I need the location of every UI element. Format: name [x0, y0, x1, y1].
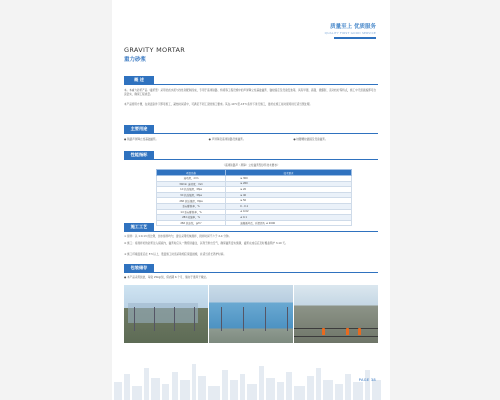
barrier-panel [128, 303, 198, 323]
barrier-post [194, 307, 195, 331]
worker-figure [358, 328, 361, 335]
spec-value: 冻融循环后，质量损失 ≤ 2000 [226, 220, 352, 226]
section-divider [124, 133, 378, 134]
barrier-post [243, 307, 244, 331]
product-title-cn: 重力砂浆 [124, 57, 147, 63]
spec-name: 28d 收缩率，% [157, 215, 226, 221]
photo-sound-barrier-site [124, 285, 208, 343]
spec-name: 1d 竖向膨胀率，% [157, 209, 226, 215]
spec-name: 1d 抗压强度，Mpa [157, 187, 226, 193]
photo-sound-barrier-wall [209, 285, 293, 343]
construction-step-3: ③ 施工环境温度应在 5℃以上，低温施工时需采取相应保温措施，并适当延长养护时间。 [124, 253, 226, 256]
spec-value: ≥ 300 [226, 176, 352, 182]
overview-paragraph-2: 本产品使用方便，在常温条件下即可施工，凝结时间适中，可满足不同工况的施工要求。其在-10℃至-15℃条件下进行施工，最好在施工前对现场进行适当预处理。 [124, 103, 313, 106]
product-title-en: GRAVITY MORTAR [124, 46, 186, 54]
column-header: 项目名称 [157, 170, 226, 176]
barrier-post [174, 307, 175, 331]
worker-figure [322, 328, 325, 335]
spec-name: 28d 抗冻性，g/m² [157, 220, 226, 226]
section-divider [124, 231, 378, 232]
section-divider [124, 272, 378, 273]
section-heading-packaging: 包装储存 [124, 264, 154, 272]
spec-name: 3d 抗压强度，Mpa [157, 192, 226, 198]
usage-item: ● 铁路声屏障立柱基础灌浆。 [124, 138, 159, 141]
photo-railway-workers [294, 285, 378, 343]
packaging-text: ● 本产品采用袋装，每袋 25kg/袋，保质期 6 个月，储存于通风干燥处。 [124, 276, 209, 279]
spec-value: ≥ 50 [226, 198, 352, 204]
barrier-post [134, 307, 135, 331]
table-row [157, 220, 352, 226]
slogan-en: QUALITY FIRST GOOD SERVICE [324, 31, 376, 35]
spec-value: ≥ 40 [226, 192, 352, 198]
spec-name: 竖向膨胀率，% [157, 203, 226, 209]
rail-track [294, 328, 378, 330]
usage-list [124, 137, 378, 141]
city-skyline-decoration [112, 360, 390, 400]
slogan [325, 22, 376, 39]
catalog-page [112, 0, 390, 400]
barrier-post [265, 307, 266, 331]
section-heading-specs: 性能指标 [124, 151, 154, 159]
usage-item: ● 声屏障及高速铁路设施灌浆。 [208, 138, 246, 141]
slogan-cn: 质量至上 优质服务 [330, 24, 376, 30]
usage-item: ● 地脚螺栓锚固及设备灌浆。 [293, 138, 328, 141]
spec-table-caption: 《高速铁路声（屏障）立柱灌浆型砂浆技术要求》 [222, 164, 280, 167]
section-heading-construction: 施工工艺 [124, 223, 154, 231]
project-photos [124, 285, 378, 343]
spec-value: ≤ 0.1 [226, 215, 352, 221]
spec-name: 流动度，mm [157, 176, 226, 182]
barrier-post [287, 307, 288, 331]
construction-step-1: ① 搅拌：以 1:0.13 的比例，加水搅拌均匀，建议采用机械搅拌，搅拌时间不少于 2-4 分钟。 [124, 235, 232, 238]
construction-step-2: ② 施工：将搅拌好的砂浆注入模板内，灌浆时应从一侧连续灌注，以利于排出空气，确保灌浆密实饱满，灌浆完成后应及时覆盖养护 3-10 天。 [124, 242, 288, 245]
section-heading-overview: 概 述 [124, 76, 154, 84]
worker-figure [346, 328, 349, 335]
barrier-post [154, 307, 155, 331]
rail-track [294, 336, 378, 338]
overview-paragraph-1: 本。本重力砂浆产品（灌浆型）采用优质水泥与改性剂配制而成，专用于高速铁路、桥梁等工程设施中的声屏障立柱基础灌浆、锚栓固定及设备安装等，具有早强、高强、微膨胀、流动性好等特点，施工中无需振捣即可自流密实，确保工程质量。 [124, 89, 376, 97]
spec-value: ≥ 20 [226, 187, 352, 193]
column-header: 技术要求 [226, 170, 352, 176]
spec-value: ≤ 0.02 [226, 209, 352, 215]
slogan-underline [334, 37, 376, 39]
page-number: PAGE 38 [358, 378, 376, 382]
spec-name: 30min 流动度，mm [157, 181, 226, 187]
section-divider [124, 159, 378, 160]
spec-value: ≥ 260 [226, 181, 352, 187]
section-divider [124, 84, 378, 85]
spec-name: 28d 抗压强度，Mpa [157, 198, 226, 204]
spec-table [156, 169, 352, 226]
section-heading-usage: 主要用途 [124, 125, 154, 133]
spec-value: 0 - 0.1 [226, 203, 352, 209]
barrier-post [221, 307, 222, 331]
